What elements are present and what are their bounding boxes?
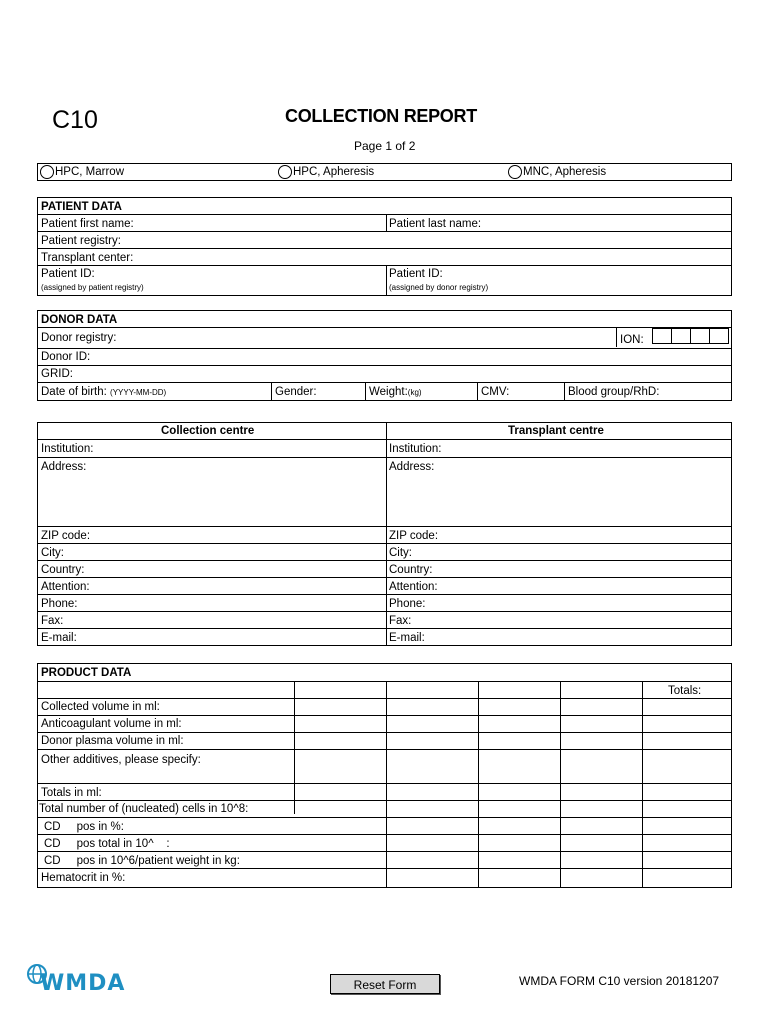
donor-id-field[interactable]: Donor ID: <box>41 351 91 363</box>
total-cells-row: Total number of (nucleated) cells in 10^8: <box>39 803 249 815</box>
ion-label: ION: <box>620 334 644 346</box>
collection-zip-field[interactable]: ZIP code: <box>41 530 91 542</box>
page-number: Page 1 of 2 <box>354 139 416 153</box>
cmv-field[interactable]: CMV: <box>481 386 510 398</box>
collected-volume-row: Collected volume in ml: <box>41 701 160 713</box>
label-mnc-apheresis: MNC, Apheresis <box>523 166 607 178</box>
logo-text: WMDA <box>40 971 126 996</box>
collection-institution-field[interactable]: Institution: <box>41 443 94 455</box>
transplant-address-field[interactable]: Address: <box>389 461 435 473</box>
page-title: COLLECTION REPORT <box>285 106 477 126</box>
other-additives-row: Other additives, please specify: <box>41 754 201 766</box>
totals-header: Totals: <box>668 685 702 697</box>
collection-address-field[interactable]: Address: <box>41 461 87 473</box>
transplant-fax-field[interactable]: Fax: <box>389 615 412 627</box>
patient-registry-field[interactable]: Patient registry: <box>41 235 121 247</box>
donor-plasma-volume-row: Donor plasma volume in ml: <box>41 735 184 747</box>
transplant-centre-heading: Transplant centre <box>508 425 604 437</box>
collection-centre-heading: Collection centre <box>161 425 255 437</box>
transplant-attention-field[interactable]: Attention: <box>389 581 438 593</box>
collection-city-field[interactable]: City: <box>41 547 64 559</box>
transplant-country-field[interactable]: Country: <box>389 564 433 576</box>
radio-mnc-apheresis[interactable] <box>508 165 522 179</box>
transplant-center-field[interactable]: Transplant center: <box>41 252 134 264</box>
collection-country-field[interactable]: Country: <box>41 564 85 576</box>
patient-id-note-right: (assigned by donor registry) <box>389 283 489 292</box>
transplant-phone-field[interactable]: Phone: <box>389 598 426 610</box>
centres-section <box>37 422 732 646</box>
product-heading: PRODUCT DATA <box>41 667 132 679</box>
patient-heading: PATIENT DATA <box>41 201 122 213</box>
patient-data-section <box>37 197 732 296</box>
transplant-city-field[interactable]: City: <box>389 547 412 559</box>
patient-first-name-field[interactable]: Patient first name: <box>41 218 134 230</box>
anticoagulant-volume-row: Anticoagulant volume in ml: <box>41 718 182 730</box>
product-data-section <box>37 663 732 888</box>
reset-form-button[interactable]: Reset Form <box>330 974 440 994</box>
form-id: C10 <box>52 106 98 134</box>
cd-pos-total-row: CD pos total in 10^ : <box>44 838 170 850</box>
gender-field[interactable]: Gender: <box>275 386 317 398</box>
patient-last-name-field[interactable]: Patient last name: <box>389 218 482 230</box>
ion-input[interactable] <box>652 328 729 344</box>
label-hpc-apheresis: HPC, Apheresis <box>293 166 375 178</box>
transplant-email-field[interactable]: E-mail: <box>389 632 425 644</box>
cd-pos-percent-row: CD pos in %: <box>44 821 124 833</box>
weight-field[interactable]: Weight:(kg) <box>369 386 422 398</box>
form-version: WMDA FORM C10 version 20181207 <box>519 974 720 988</box>
collection-attention-field[interactable]: Attention: <box>41 581 90 593</box>
donor-data-section <box>37 310 732 401</box>
radio-hpc-apheresis[interactable] <box>278 165 292 179</box>
wmda-logo <box>26 963 126 999</box>
transplant-zip-field[interactable]: ZIP code: <box>389 530 439 542</box>
blood-group-field[interactable]: Blood group/RhD: <box>568 386 660 398</box>
cd-pos-per-weight-row: CD pos in 10^6/patient weight in kg: <box>44 855 240 867</box>
collection-email-field[interactable]: E-mail: <box>41 632 77 644</box>
label-hpc-marrow: HPC, Marrow <box>55 166 125 178</box>
donor-registry-field[interactable]: Donor registry: <box>41 332 117 344</box>
donor-heading: DONOR DATA <box>41 314 118 326</box>
grid-field[interactable]: GRID: <box>41 368 73 380</box>
hematocrit-row: Hematocrit in %: <box>41 872 126 884</box>
patient-id-field-donor-registry[interactable]: Patient ID: <box>389 268 443 280</box>
patient-id-field-patient-registry[interactable]: Patient ID: <box>41 268 95 280</box>
collection-phone-field[interactable]: Phone: <box>41 598 78 610</box>
totals-in-ml-row: Totals in ml: <box>41 787 102 799</box>
transplant-institution-field[interactable]: Institution: <box>389 443 442 455</box>
product-type-row <box>37 163 732 181</box>
radio-hpc-marrow[interactable] <box>40 165 54 179</box>
date-of-birth-field[interactable]: Date of birth: (YYYY-MM-DD) <box>41 386 167 398</box>
patient-id-note-left: (assigned by patient registry) <box>41 283 144 292</box>
collection-fax-field[interactable]: Fax: <box>41 615 64 627</box>
